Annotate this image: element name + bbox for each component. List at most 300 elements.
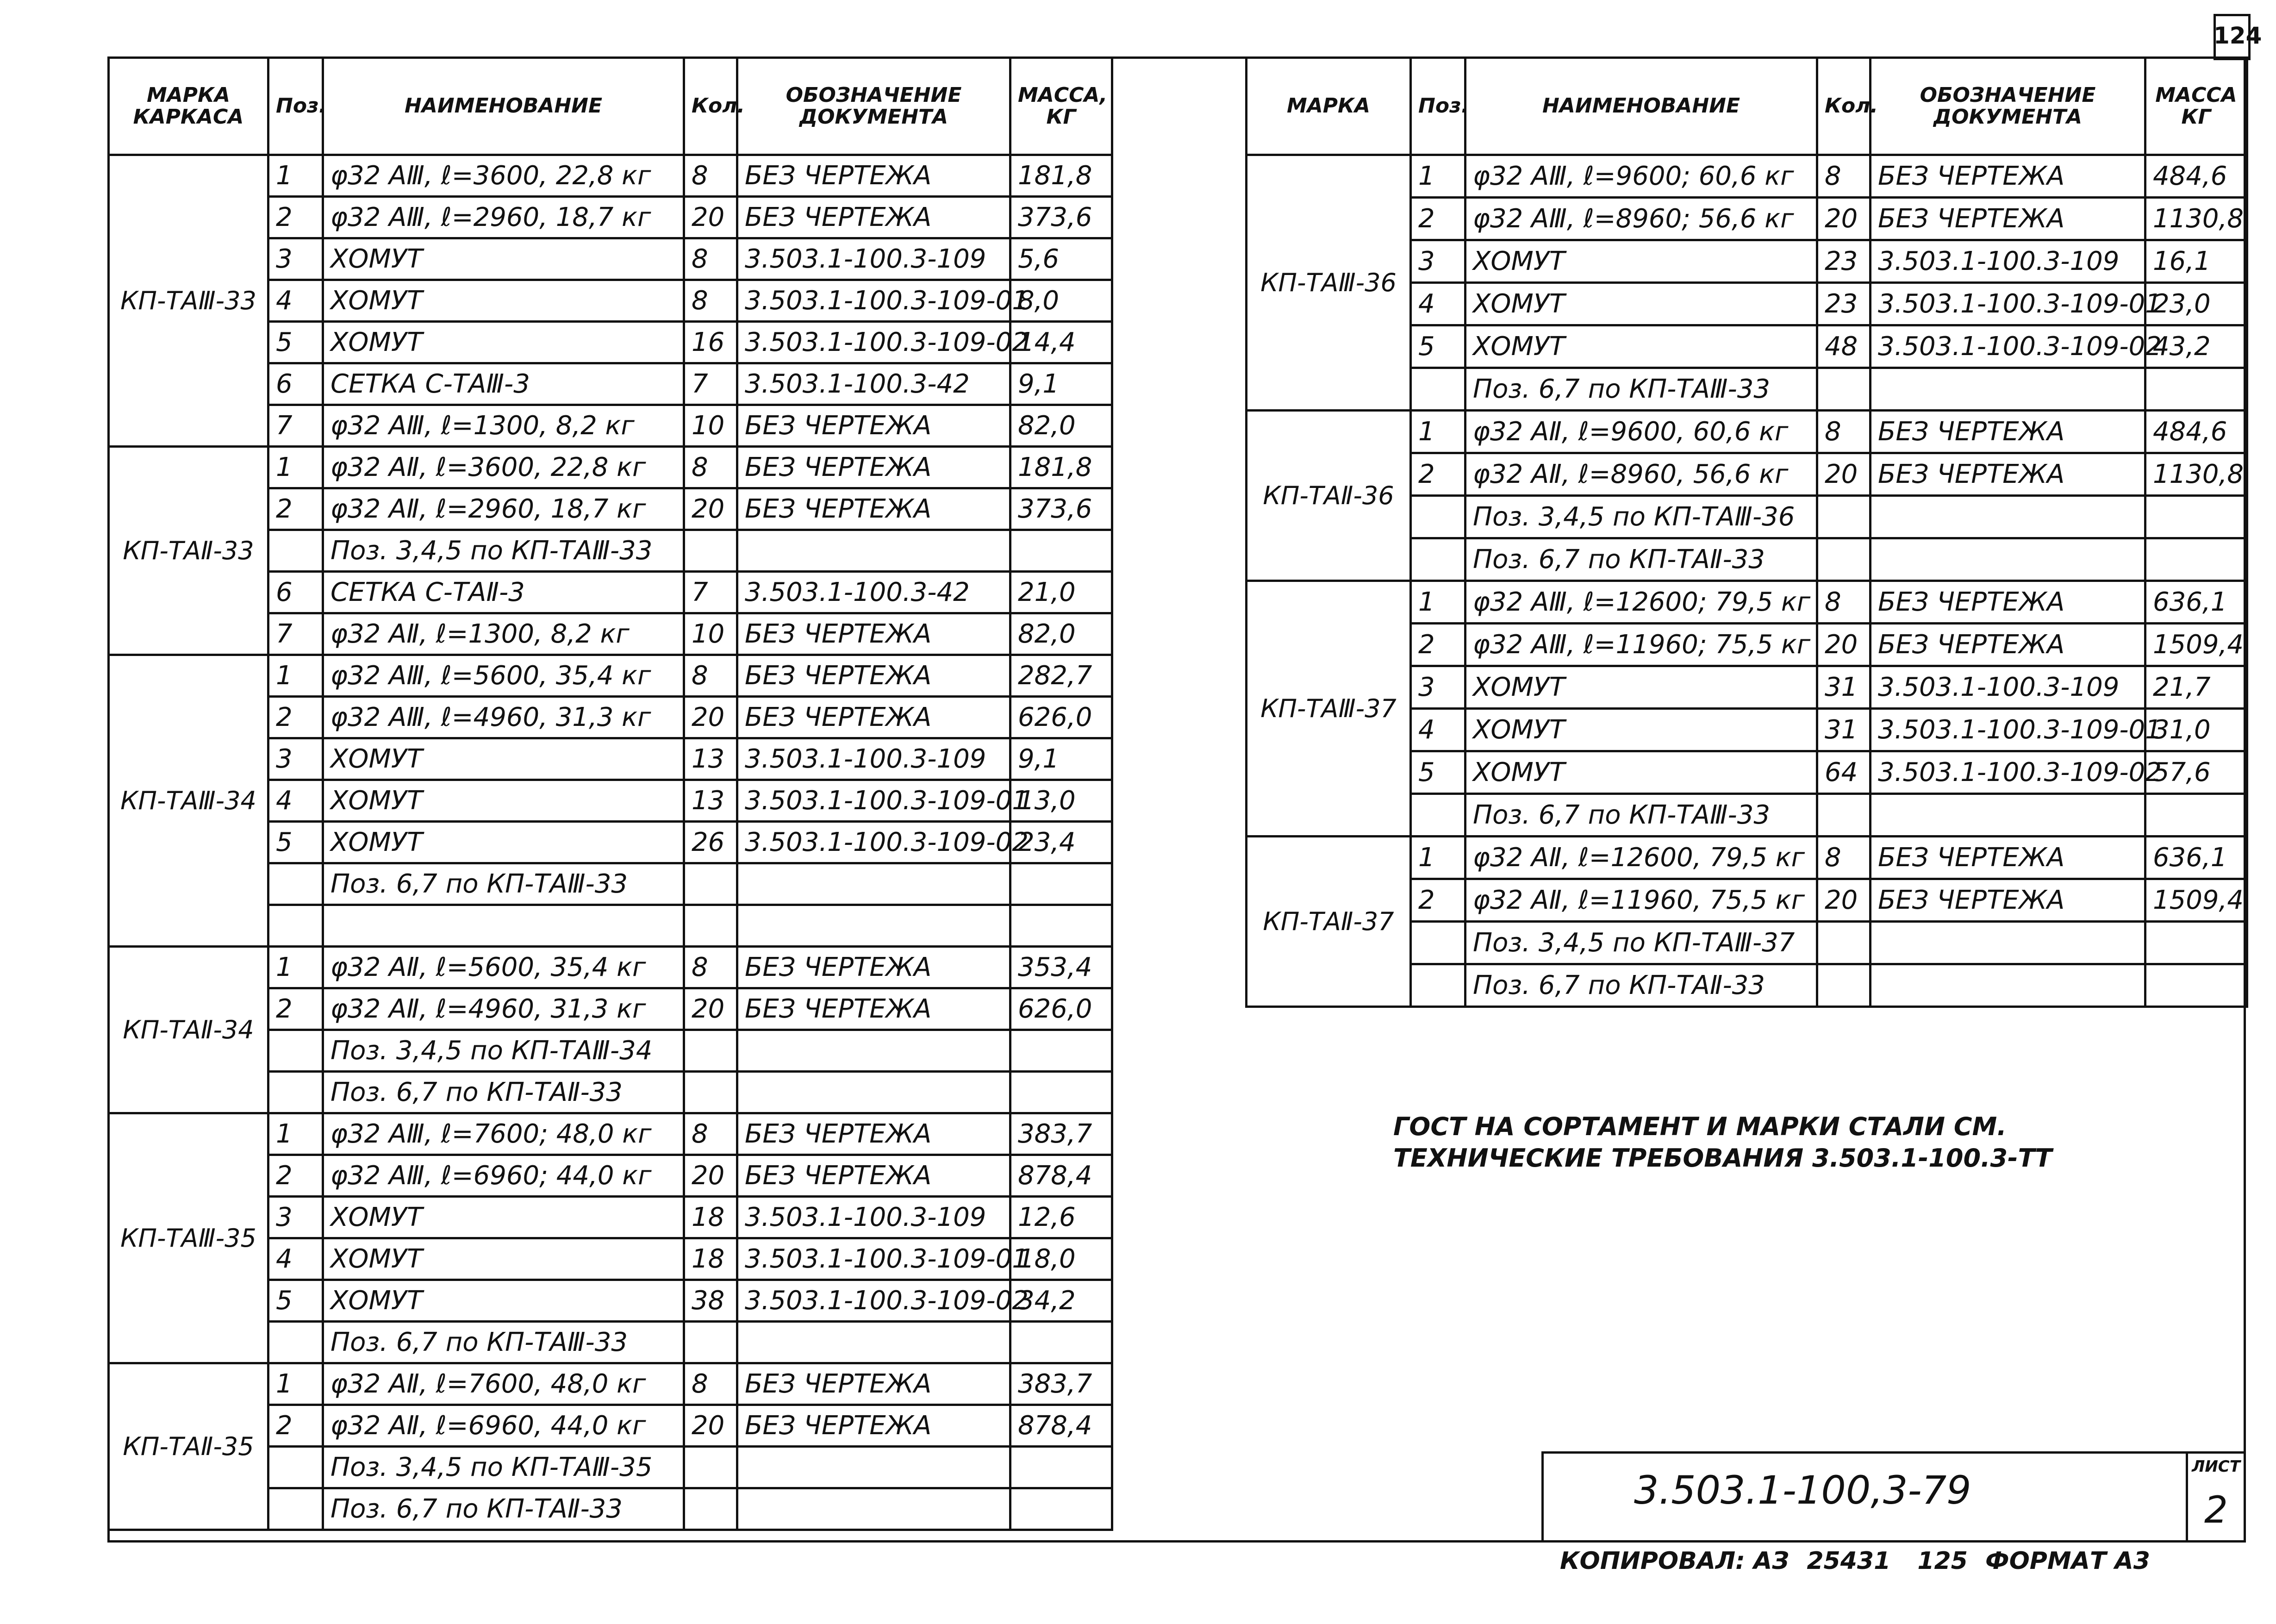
name-cell: Поз. 3,4,5 по КП-ТАⅢ-35 xyxy=(323,1447,684,1488)
doc-cell: 3.503.1-100.3-109-01 xyxy=(1871,709,2145,751)
mass-cell: 282,7 xyxy=(1010,655,1112,697)
mass-cell: 21,0 xyxy=(1010,572,1112,613)
doc-cell xyxy=(737,1072,1010,1113)
mass-cell: 484,6 xyxy=(2145,411,2247,453)
copied-label: КОПИРОВАЛ: xyxy=(1560,1547,1745,1575)
name-cell: ХОМУТ xyxy=(323,780,684,822)
pos-cell: 3 xyxy=(268,1197,323,1238)
col-header-mass: МАССА КГ xyxy=(2145,58,2247,155)
doc-cell: 3.503.1-100.3-109-01 xyxy=(737,280,1010,322)
name-cell: φ32 АⅡ, ℓ=2960, 18,7 кг xyxy=(323,488,684,530)
doc-cell: БЕЗ ЧЕРТЕЖА xyxy=(737,155,1010,197)
doc-cell xyxy=(1871,794,2145,837)
pos-cell: 1 xyxy=(268,155,323,197)
mass-cell: 9,1 xyxy=(1010,363,1112,405)
name-cell: φ32 АⅢ, ℓ=5600, 35,4 кг xyxy=(323,655,684,697)
pos-cell: 7 xyxy=(268,405,323,447)
doc-cell: БЕЗ ЧЕРТЕЖА xyxy=(1871,624,2145,666)
name-cell: ХОМУТ xyxy=(1465,666,1817,709)
mass-cell xyxy=(1010,1488,1112,1530)
doc-cell: БЕЗ ЧЕРТЕЖА xyxy=(737,613,1010,655)
pos-cell xyxy=(1411,538,1465,581)
name-cell: φ32 АⅡ, ℓ=8960, 56,6 кг xyxy=(1465,453,1817,496)
pos-cell: 5 xyxy=(268,322,323,363)
table-row xyxy=(109,1363,1112,1405)
name-cell: СЕТКА С-ТАⅢ-3 xyxy=(323,363,684,405)
sheet-label: ЛИСТ xyxy=(2192,1457,2240,1476)
qty-cell: 20 xyxy=(684,697,737,738)
pos-cell: 4 xyxy=(1411,709,1465,751)
name-cell: ХОМУТ xyxy=(323,738,684,780)
mass-cell: 1509,4 xyxy=(2145,624,2247,666)
pos-cell: 6 xyxy=(268,572,323,613)
mass-cell xyxy=(2145,538,2247,581)
pos-cell: 2 xyxy=(268,1155,323,1197)
name-cell: Поз. 3,4,5 по КП-ТАⅢ-33 xyxy=(323,530,684,572)
pos-cell: 3 xyxy=(268,238,323,280)
mass-cell: 878,4 xyxy=(1010,1155,1112,1197)
qty-cell: 8 xyxy=(684,447,737,488)
mass-cell: 57,6 xyxy=(2145,751,2247,794)
pos-cell xyxy=(268,1447,323,1488)
name-cell: Поз. 6,7 по КП-ТАⅢ-33 xyxy=(323,1322,684,1363)
mass-cell: 636,1 xyxy=(2145,837,2247,879)
doc-cell: БЕЗ ЧЕРТЕЖА xyxy=(737,197,1010,238)
qty-cell: 20 xyxy=(684,1155,737,1197)
name-cell: φ32 АⅢ, ℓ=6960; 44,0 кг xyxy=(323,1155,684,1197)
qty-cell: 8 xyxy=(684,1113,737,1155)
mass-cell: 1509,4 xyxy=(2145,879,2247,922)
doc-cell xyxy=(1871,922,2145,964)
qty-cell xyxy=(1817,922,1871,964)
doc-cell xyxy=(737,1030,1010,1072)
document-designation: 3.503.1-100,3-79 xyxy=(1634,1468,1971,1513)
mass-cell xyxy=(1010,1072,1112,1113)
doc-cell: 3.503.1-100.3-109-01 xyxy=(737,1238,1010,1280)
footer-line xyxy=(1560,1547,2150,1575)
col-header-doc: ОБОЗНАЧЕНИЕ ДОКУМЕНТА xyxy=(1871,58,2145,155)
qty-cell: 10 xyxy=(684,613,737,655)
pos-cell xyxy=(1411,794,1465,837)
qty-cell: 20 xyxy=(684,1405,737,1447)
doc-cell: 3.503.1-100.3-109 xyxy=(1871,240,2145,283)
doc-cell: 3.503.1-100.3-109-01 xyxy=(737,780,1010,822)
pos-cell xyxy=(268,1322,323,1363)
name-cell: φ32 АⅢ, ℓ=11960; 75,5 кг xyxy=(1465,624,1817,666)
doc-cell: 3.503.1-100.3-109-01 xyxy=(1871,283,2145,325)
qty-cell: 20 xyxy=(1817,453,1871,496)
pos-cell: 5 xyxy=(1411,325,1465,368)
mark-cell: КП-ТАⅢ-36 xyxy=(1247,155,1411,411)
table-row xyxy=(109,1113,1112,1155)
qty-cell: 20 xyxy=(1817,198,1871,240)
mass-cell: 878,4 xyxy=(1010,1405,1112,1447)
col-header-pos: Поз. xyxy=(268,58,323,155)
doc-cell: БЕЗ ЧЕРТЕЖА xyxy=(1871,155,2145,198)
mark-cell: КП-ТАⅢ-37 xyxy=(1247,581,1411,837)
mass-cell: 14,4 xyxy=(1010,322,1112,363)
name-cell: φ32 АⅢ, ℓ=3600, 22,8 кг xyxy=(323,155,684,197)
name-cell: φ32 АⅡ, ℓ=4960, 31,3 кг xyxy=(323,988,684,1030)
pos-cell xyxy=(268,530,323,572)
pos-cell: 4 xyxy=(1411,283,1465,325)
col-header-mark: МАРКА КАРКАСА xyxy=(109,58,268,155)
mass-cell: 82,0 xyxy=(1010,613,1112,655)
table-row xyxy=(1247,581,2247,624)
pos-cell: 4 xyxy=(268,1238,323,1280)
name-cell: Поз. 6,7 по КП-ТАⅢ-33 xyxy=(1465,368,1817,411)
col-header-name: НАИМЕНОВАНИЕ xyxy=(1465,58,1817,155)
name-cell: ХОМУТ xyxy=(323,322,684,363)
name-cell: φ32 АⅢ, ℓ=12600; 79,5 кг xyxy=(1465,581,1817,624)
qty-cell: 20 xyxy=(1817,624,1871,666)
col-header-mark: МАРКА xyxy=(1247,58,1411,155)
name-cell: ХОМУТ xyxy=(323,1280,684,1322)
doc-cell: БЕЗ ЧЕРТЕЖА xyxy=(737,488,1010,530)
mass-cell: 12,6 xyxy=(1010,1197,1112,1238)
mass-cell: 43,2 xyxy=(2145,325,2247,368)
mass-cell: 5,6 xyxy=(1010,238,1112,280)
mark-cell: КП-ТАⅡ-36 xyxy=(1247,411,1411,581)
mass-cell xyxy=(1010,863,1112,905)
table-row xyxy=(1247,411,2247,453)
table-row xyxy=(109,655,1112,697)
name-cell: СЕТКА С-ТАⅡ-3 xyxy=(323,572,684,613)
mass-cell: 1130,8 xyxy=(2145,198,2247,240)
col-header-mass: МАССА, КГ xyxy=(1010,58,1112,155)
doc-cell: 3.503.1-100.3-109 xyxy=(737,1197,1010,1238)
mass-cell: 373,6 xyxy=(1010,197,1112,238)
name-cell: φ32 АⅡ, ℓ=3600, 22,8 кг xyxy=(323,447,684,488)
name-cell: φ32 АⅢ, ℓ=9600; 60,6 кг xyxy=(1465,155,1817,198)
name-cell: φ32 АⅢ, ℓ=2960, 18,7 кг xyxy=(323,197,684,238)
mass-cell: 21,7 xyxy=(2145,666,2247,709)
qty-cell xyxy=(684,863,737,905)
doc-cell: БЕЗ ЧЕРТЕЖА xyxy=(737,1405,1010,1447)
qty-cell: 48 xyxy=(1817,325,1871,368)
mark-cell: КП-ТАⅢ-34 xyxy=(109,655,268,947)
qty-cell: 8 xyxy=(684,280,737,322)
qty-cell: 20 xyxy=(684,488,737,530)
pos-cell: 2 xyxy=(268,488,323,530)
doc-cell: БЕЗ ЧЕРТЕЖА xyxy=(1871,411,2145,453)
name-cell: φ32 АⅡ, ℓ=7600, 48,0 кг xyxy=(323,1363,684,1405)
pos-cell: 5 xyxy=(1411,751,1465,794)
pos-cell: 1 xyxy=(268,447,323,488)
mass-cell xyxy=(2145,368,2247,411)
qty-cell: 16 xyxy=(684,322,737,363)
name-cell: φ32 АⅢ, ℓ=8960; 56,6 кг xyxy=(1465,198,1817,240)
name-cell: φ32 АⅢ, ℓ=7600; 48,0 кг xyxy=(323,1113,684,1155)
qty-cell: 20 xyxy=(1817,879,1871,922)
name-cell: Поз. 6,7 по КП-ТАⅡ-33 xyxy=(1465,964,1817,1007)
name-cell: Поз. 6,7 по КП-ТАⅡ-33 xyxy=(1465,538,1817,581)
mass-cell: 383,7 xyxy=(1010,1113,1112,1155)
mass-cell xyxy=(1010,530,1112,572)
mass-cell xyxy=(2145,964,2247,1007)
mass-cell xyxy=(1010,1030,1112,1072)
qty-cell: 7 xyxy=(684,363,737,405)
doc-cell xyxy=(737,1488,1010,1530)
mass-cell: 181,8 xyxy=(1010,155,1112,197)
qty-cell xyxy=(1817,368,1871,411)
qty-cell: 20 xyxy=(684,197,737,238)
name-cell: Поз. 3,4,5 по КП-ТАⅢ-37 xyxy=(1465,922,1817,964)
qty-cell: 8 xyxy=(684,155,737,197)
corner-number: 124 xyxy=(2214,22,2262,49)
pos-cell: 2 xyxy=(268,197,323,238)
mass-cell xyxy=(2145,794,2247,837)
qty-cell: 8 xyxy=(684,238,737,280)
qty-cell xyxy=(684,530,737,572)
table-row xyxy=(109,155,1112,197)
mass-cell: 626,0 xyxy=(1010,988,1112,1030)
format-label: ФОРМАТ А3 xyxy=(1985,1547,2150,1575)
doc-cell: БЕЗ ЧЕРТЕЖА xyxy=(737,1113,1010,1155)
qty-cell: 10 xyxy=(684,405,737,447)
qty-cell: 7 xyxy=(684,572,737,613)
doc-cell xyxy=(737,905,1010,947)
qty-cell xyxy=(1817,794,1871,837)
mass-cell: 34,2 xyxy=(1010,1280,1112,1322)
qty-cell xyxy=(684,905,737,947)
doc-cell xyxy=(737,863,1010,905)
mass-cell: 23,0 xyxy=(2145,283,2247,325)
doc-cell: 3.503.1-100.3-109-02 xyxy=(1871,751,2145,794)
pos-cell xyxy=(268,905,323,947)
doc-cell: БЕЗ ЧЕРТЕЖА xyxy=(1871,879,2145,922)
doc-cell: БЕЗ ЧЕРТЕЖА xyxy=(737,1155,1010,1197)
pos-cell: 4 xyxy=(268,780,323,822)
pos-cell xyxy=(268,1030,323,1072)
name-cell: ХОМУТ xyxy=(1465,325,1817,368)
qty-cell: 20 xyxy=(684,988,737,1030)
doc-cell: БЕЗ ЧЕРТЕЖА xyxy=(1871,581,2145,624)
mass-cell: 23,4 xyxy=(1010,822,1112,863)
pos-cell: 5 xyxy=(268,822,323,863)
pos-cell: 5 xyxy=(268,1280,323,1322)
name-cell: ХОМУТ xyxy=(323,1238,684,1280)
left-spec-table xyxy=(107,56,1111,1531)
qty-cell: 26 xyxy=(684,822,737,863)
mass-cell xyxy=(2145,922,2247,964)
mark-cell: КП-ТАⅢ-33 xyxy=(109,155,268,447)
qty-cell xyxy=(684,1072,737,1113)
doc-cell: 3.503.1-100.3-42 xyxy=(737,363,1010,405)
mass-cell: 1130,8 xyxy=(2145,453,2247,496)
name-cell: φ32 АⅡ, ℓ=12600, 79,5 кг xyxy=(1465,837,1817,879)
doc-cell xyxy=(737,1447,1010,1488)
pos-cell: 1 xyxy=(1411,581,1465,624)
pos-cell: 2 xyxy=(268,1405,323,1447)
qty-cell xyxy=(1817,496,1871,538)
name-cell: Поз. 6,7 по КП-ТАⅢ-33 xyxy=(323,863,684,905)
qty-cell: 8 xyxy=(684,655,737,697)
pos-cell xyxy=(1411,922,1465,964)
qty-cell: 31 xyxy=(1817,709,1871,751)
table-row xyxy=(109,947,1112,988)
mass-cell xyxy=(1010,1447,1112,1488)
qty-cell: 8 xyxy=(1817,155,1871,198)
sheet-number: 2 xyxy=(2204,1488,2228,1531)
mass-cell: 373,6 xyxy=(1010,488,1112,530)
name-cell: ХОМУТ xyxy=(1465,709,1817,751)
qty-cell xyxy=(684,1447,737,1488)
doc-cell: 3.503.1-100.3-109 xyxy=(737,238,1010,280)
pos-cell: 1 xyxy=(1411,155,1465,198)
name-cell: φ32 АⅡ, ℓ=1300, 8,2 кг xyxy=(323,613,684,655)
doc-cell: БЕЗ ЧЕРТЕЖА xyxy=(737,1363,1010,1405)
name-cell: φ32 АⅡ, ℓ=6960, 44,0 кг xyxy=(323,1405,684,1447)
doc-cell: 3.503.1-100.3-109-02 xyxy=(737,322,1010,363)
mass-cell xyxy=(1010,905,1112,947)
qty-cell xyxy=(684,1030,737,1072)
qty-cell: 8 xyxy=(1817,581,1871,624)
name-cell: ХОМУТ xyxy=(1465,751,1817,794)
qty-cell: 23 xyxy=(1817,283,1871,325)
name-cell: Поз. 3,4,5 по КП-ТАⅢ-34 xyxy=(323,1030,684,1072)
pos-cell: 1 xyxy=(268,1363,323,1405)
pos-cell: 4 xyxy=(268,280,323,322)
mark-cell: КП-ТАⅡ-33 xyxy=(109,447,268,655)
doc-cell: БЕЗ ЧЕРТЕЖА xyxy=(737,447,1010,488)
qty-cell xyxy=(1817,538,1871,581)
doc-cell: БЕЗ ЧЕРТЕЖА xyxy=(1871,453,2145,496)
mass-cell xyxy=(1010,1322,1112,1363)
footer-number: 125 xyxy=(1917,1547,1968,1575)
qty-cell: 64 xyxy=(1817,751,1871,794)
doc-cell: БЕЗ ЧЕРТЕЖА xyxy=(1871,837,2145,879)
mass-cell: 181,8 xyxy=(1010,447,1112,488)
name-cell xyxy=(323,905,684,947)
pos-cell: 1 xyxy=(268,1113,323,1155)
table-row xyxy=(1247,155,2247,198)
qty-cell: 23 xyxy=(1817,240,1871,283)
qty-cell: 8 xyxy=(1817,411,1871,453)
pos-cell: 3 xyxy=(1411,666,1465,709)
pos-cell: 6 xyxy=(268,363,323,405)
mass-cell: 16,1 xyxy=(2145,240,2247,283)
name-cell: ХОМУТ xyxy=(1465,283,1817,325)
pos-cell: 3 xyxy=(1411,240,1465,283)
qty-cell: 13 xyxy=(684,738,737,780)
name-cell: φ32 АⅢ, ℓ=1300, 8,2 кг xyxy=(323,405,684,447)
doc-cell: БЕЗ ЧЕРТЕЖА xyxy=(1871,198,2145,240)
mass-cell: 31,0 xyxy=(2145,709,2247,751)
name-cell: Поз. 6,7 по КП-ТАⅢ-33 xyxy=(1465,794,1817,837)
pos-cell xyxy=(1411,368,1465,411)
doc-cell: БЕЗ ЧЕРТЕЖА xyxy=(737,655,1010,697)
doc-cell xyxy=(737,1322,1010,1363)
pos-cell: 2 xyxy=(268,988,323,1030)
pos-cell: 2 xyxy=(1411,198,1465,240)
mass-cell: 626,0 xyxy=(1010,697,1112,738)
mark-cell: КП-ТАⅡ-34 xyxy=(109,947,268,1113)
name-cell: ХОМУТ xyxy=(323,822,684,863)
qty-cell: 8 xyxy=(684,947,737,988)
name-cell: Поз. 6,7 по КП-ТАⅡ-33 xyxy=(323,1488,684,1530)
name-cell: ХОМУТ xyxy=(1465,240,1817,283)
doc-cell xyxy=(737,530,1010,572)
table-row xyxy=(109,447,1112,488)
qty-cell: 38 xyxy=(684,1280,737,1322)
qty-cell: 8 xyxy=(684,1363,737,1405)
doc-cell: БЕЗ ЧЕРТЕЖА xyxy=(737,405,1010,447)
right-table xyxy=(1245,56,2248,1008)
qty-cell: 8 xyxy=(1817,837,1871,879)
order-number: 25431 xyxy=(1807,1547,1891,1575)
mass-cell: 18,0 xyxy=(1010,1238,1112,1280)
right-header-row xyxy=(1247,58,2247,155)
mass-cell: 9,1 xyxy=(1010,738,1112,780)
doc-cell: 3.503.1-100.3-109 xyxy=(1871,666,2145,709)
doc-cell xyxy=(1871,538,2145,581)
qty-cell: 18 xyxy=(684,1197,737,1238)
left-table xyxy=(107,56,1113,1531)
pos-cell: 2 xyxy=(1411,879,1465,922)
pos-cell: 2 xyxy=(268,697,323,738)
mass-cell: 383,7 xyxy=(1010,1363,1112,1405)
pos-cell: 2 xyxy=(1411,624,1465,666)
gost-note: ГОСТ НА СОРТАМЕНТ И МАРКИ СТАЛИ СМ. ТЕХНИЧЕСКИЕ ТРЕБОВАНИЯ 3.503.1-100.3-ТТ xyxy=(1393,1112,2052,1173)
col-header-qty: Кол. xyxy=(684,58,737,155)
mark-cell: КП-ТАⅡ-37 xyxy=(1247,837,1411,1007)
doc-cell xyxy=(1871,368,2145,411)
doc-cell: 3.503.1-100.3-109 xyxy=(737,738,1010,780)
qty-cell: 13 xyxy=(684,780,737,822)
doc-cell: БЕЗ ЧЕРТЕЖА xyxy=(737,947,1010,988)
doc-cell: 3.503.1-100.3-109-02 xyxy=(737,1280,1010,1322)
col-header-qty: Кол. xyxy=(1817,58,1871,155)
mass-cell: 13,0 xyxy=(1010,780,1112,822)
name-cell: φ32 АⅡ, ℓ=11960, 75,5 кг xyxy=(1465,879,1817,922)
qty-cell xyxy=(1817,964,1871,1007)
mass-cell xyxy=(2145,496,2247,538)
qty-cell: 31 xyxy=(1817,666,1871,709)
doc-cell: 3.503.1-100.3-42 xyxy=(737,572,1010,613)
pos-cell xyxy=(1411,964,1465,1007)
doc-cell xyxy=(1871,964,2145,1007)
pos-cell: 7 xyxy=(268,613,323,655)
name-cell: ХОМУТ xyxy=(323,280,684,322)
doc-cell: 3.503.1-100.3-109-02 xyxy=(1871,325,2145,368)
doc-cell: 3.503.1-100.3-109-02 xyxy=(737,822,1010,863)
qty-cell: 18 xyxy=(684,1238,737,1280)
name-cell: φ32 АⅡ, ℓ=5600, 35,4 кг xyxy=(323,947,684,988)
table-row xyxy=(1247,837,2247,879)
name-cell: Поз. 3,4,5 по КП-ТАⅢ-36 xyxy=(1465,496,1817,538)
mass-cell: 484,6 xyxy=(2145,155,2247,198)
mark-cell: КП-ТАⅢ-35 xyxy=(109,1113,268,1363)
name-cell: ХОМУТ xyxy=(323,238,684,280)
mass-cell: 8,0 xyxy=(1010,280,1112,322)
pos-cell xyxy=(268,1072,323,1113)
name-cell: Поз. 6,7 по КП-ТАⅡ-33 xyxy=(323,1072,684,1113)
doc-cell xyxy=(1871,496,2145,538)
pos-cell: 3 xyxy=(268,738,323,780)
doc-cell: БЕЗ ЧЕРТЕЖА xyxy=(737,988,1010,1030)
mark-cell: КП-ТАⅡ-35 xyxy=(109,1363,268,1530)
doc-cell: БЕЗ ЧЕРТЕЖА xyxy=(737,697,1010,738)
copied-by: АЗ xyxy=(1753,1547,1790,1575)
mass-cell: 353,4 xyxy=(1010,947,1112,988)
pos-cell xyxy=(268,863,323,905)
name-cell: φ32 АⅢ, ℓ=4960, 31,3 кг xyxy=(323,697,684,738)
col-header-doc: ОБОЗНАЧЕНИЕ ДОКУМЕНТА xyxy=(737,58,1010,155)
name-cell: φ32 АⅡ, ℓ=9600, 60,6 кг xyxy=(1465,411,1817,453)
pos-cell: 1 xyxy=(1411,411,1465,453)
pos-cell: 2 xyxy=(1411,453,1465,496)
